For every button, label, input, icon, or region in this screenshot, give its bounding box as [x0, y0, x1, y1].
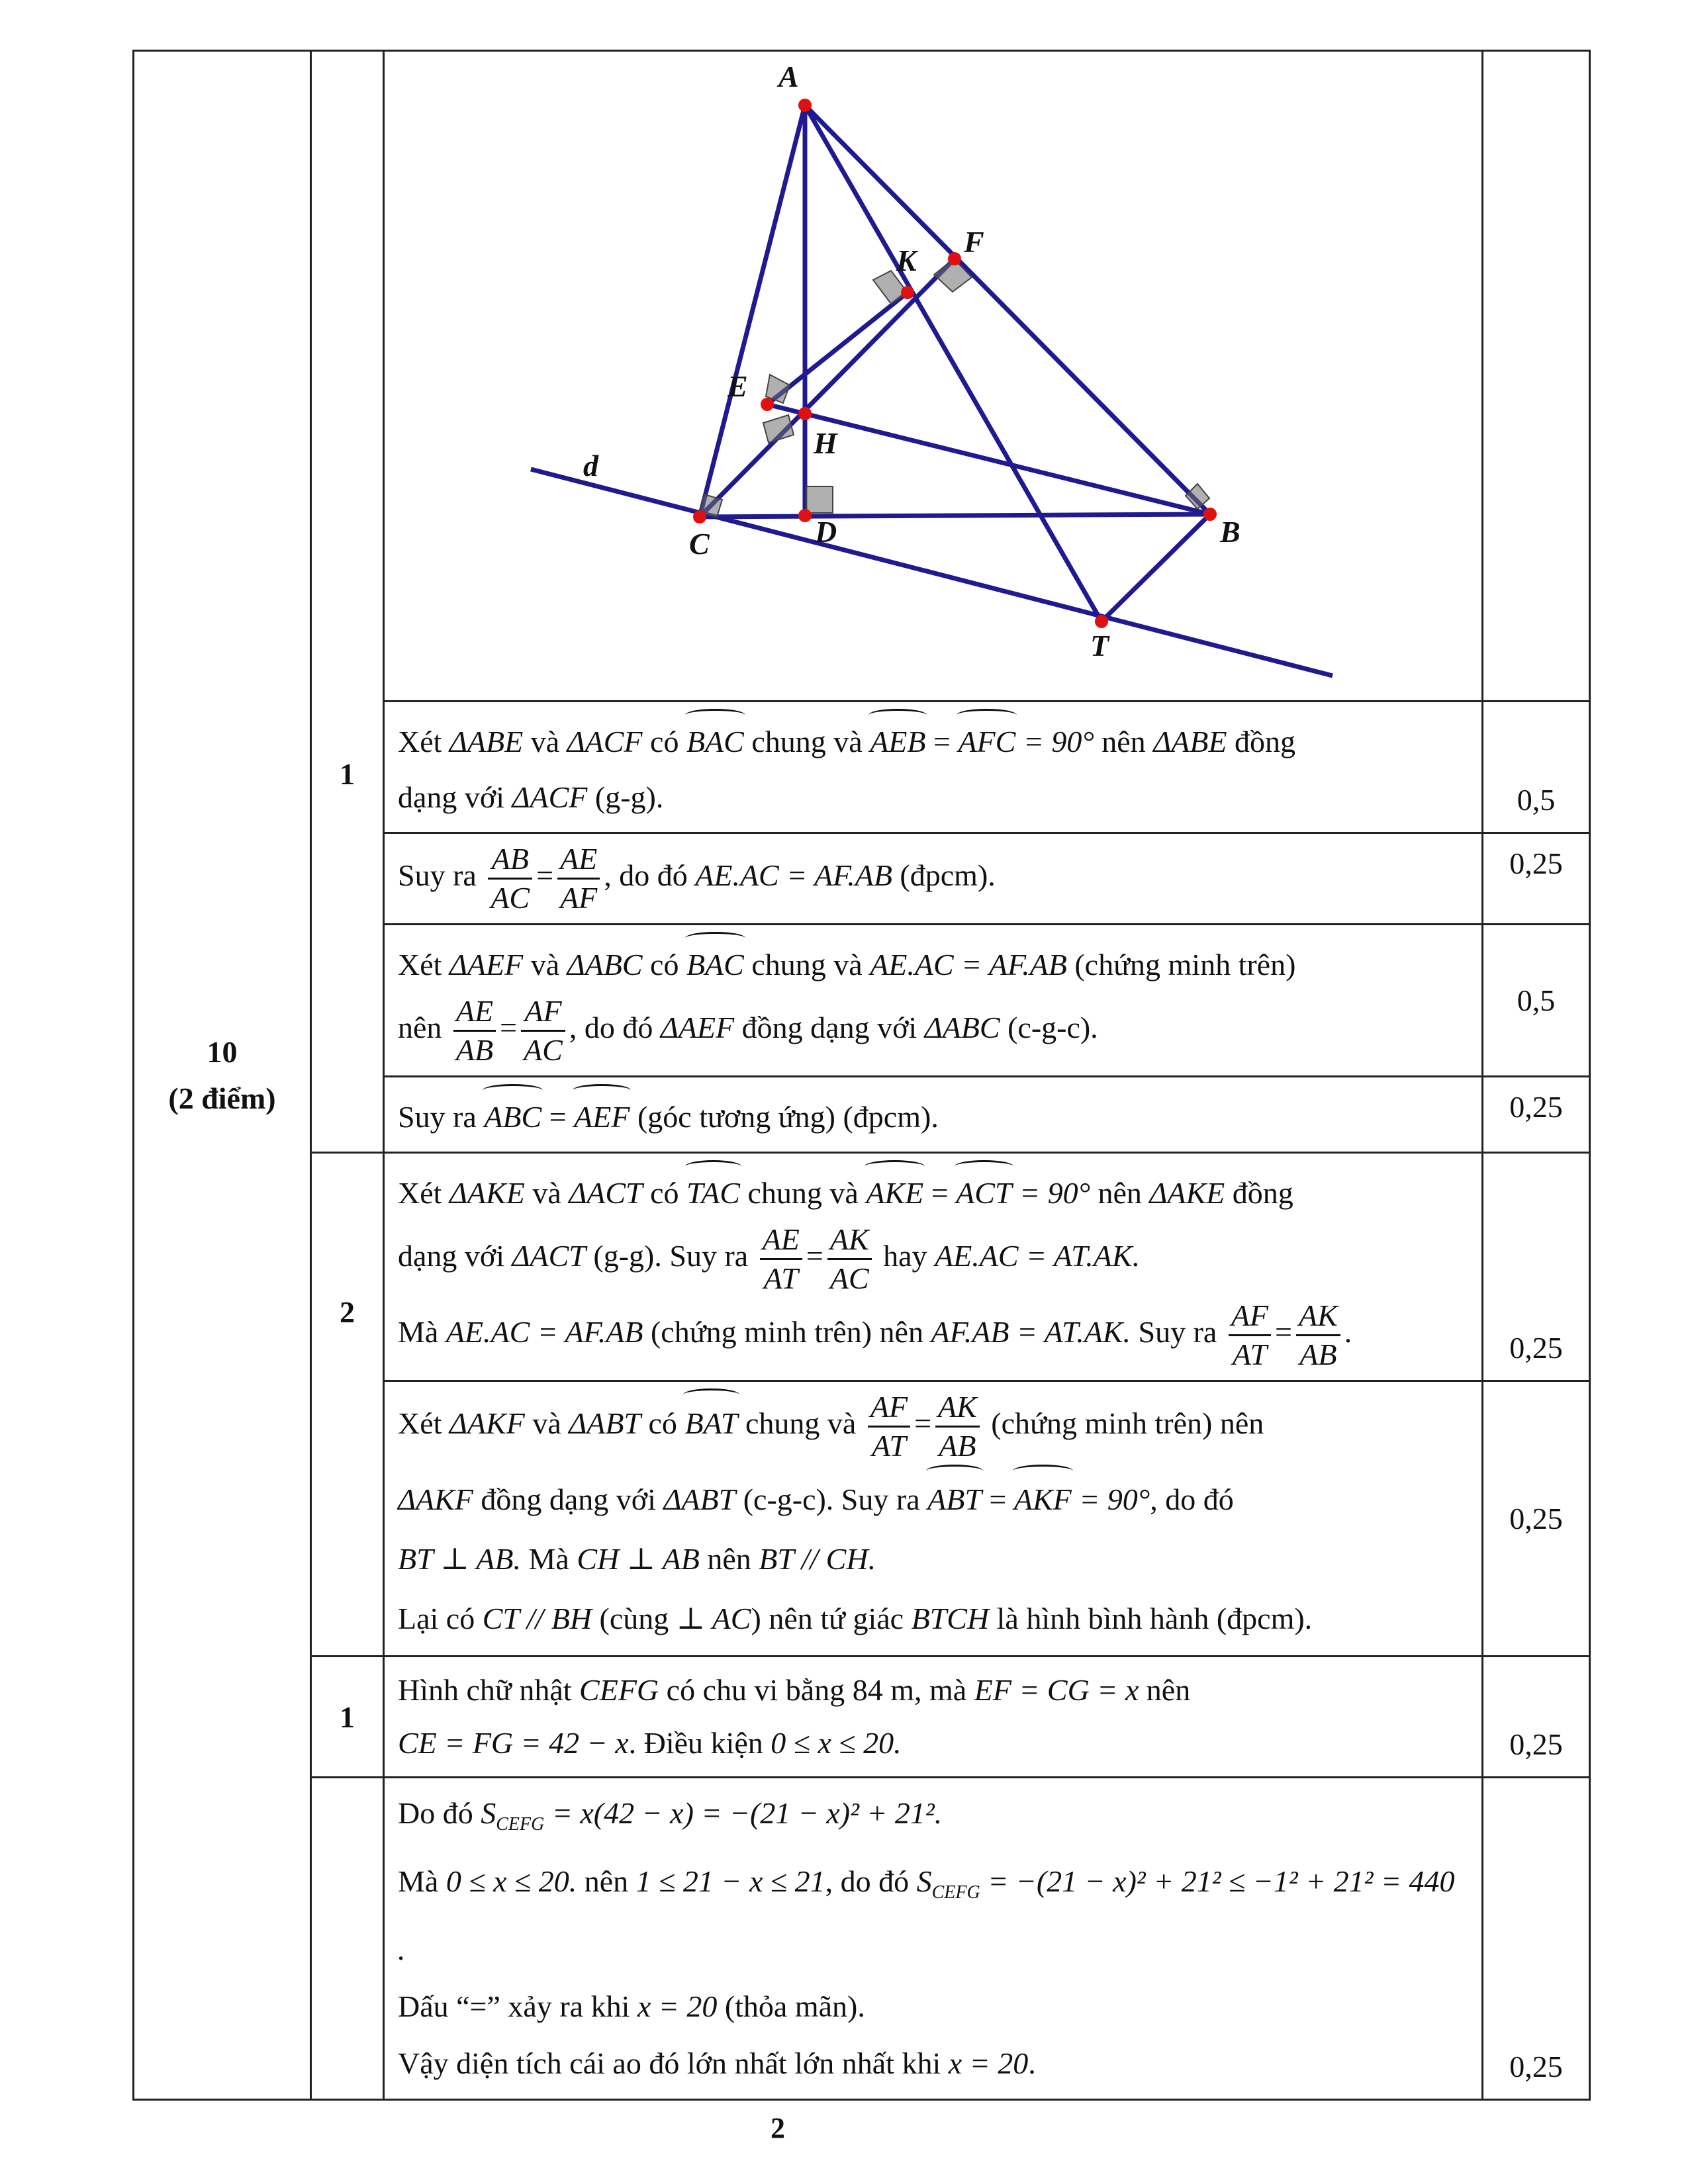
geometry-figure — [385, 52, 1479, 700]
math: ΔAKF — [398, 1482, 473, 1516]
text: có — [642, 1176, 687, 1210]
text: (góc tương ứng) (đpcm). — [630, 1100, 939, 1134]
angle: ABC — [484, 1084, 541, 1145]
angle: TAC — [686, 1160, 740, 1221]
point-K — [901, 286, 914, 299]
text: đồng — [1227, 725, 1295, 758]
text: , do đó — [604, 858, 696, 893]
text: có — [641, 1406, 685, 1441]
math: 1 ≤ 21 − x ≤ 21 — [635, 1864, 825, 1899]
math: ΔACF — [567, 725, 643, 758]
point-T — [1095, 615, 1108, 628]
segment-AB — [805, 105, 1210, 514]
math: ΔABT — [569, 1406, 641, 1441]
fraction: $\frac{AF}{AT}$ — [868, 1388, 910, 1465]
text: Suy ra — [398, 1100, 485, 1134]
text: hay — [875, 1239, 935, 1273]
math: AE.AC = AF.AB — [870, 948, 1067, 981]
question-points: (2 điểm) — [168, 1081, 276, 1115]
text: (chứng minh trên) nên — [643, 1315, 931, 1349]
part1-row3-content — [384, 925, 1483, 1077]
next-row1 — [134, 1657, 1590, 1778]
point-H — [798, 407, 812, 420]
text: (chứng minh trên) nên — [983, 1406, 1264, 1441]
page-number: 2 — [771, 2112, 785, 2144]
math: = x(42 − x) = −(21 − x)² + 21². — [544, 1796, 943, 1830]
right-angle-E-lower — [763, 415, 794, 443]
text: = — [925, 725, 959, 758]
text: nên — [1094, 725, 1154, 758]
fraction: $\frac{AK}{AB}$ — [935, 1388, 980, 1465]
math: AE.AC = AT.AK. — [935, 1239, 1141, 1273]
fraction: $\frac{AE}{AF}$ — [557, 841, 600, 917]
math: ΔAKE — [1149, 1176, 1225, 1210]
label-C: C — [689, 527, 710, 561]
math: x = 20 — [637, 1989, 718, 2024]
point-B — [1203, 508, 1217, 521]
text: , do đó — [569, 1011, 661, 1045]
angle: ACT — [956, 1160, 1011, 1221]
math: CE = FG = 42 − x — [398, 1726, 629, 1760]
equals: = — [1275, 1315, 1292, 1349]
part2-label: 2 — [340, 1295, 355, 1329]
text: chung và — [743, 948, 870, 981]
next-label-cell — [311, 1657, 384, 1778]
math: AF.AB = AT.AK. — [931, 1315, 1131, 1349]
angle: AEB — [870, 709, 925, 770]
fraction: $\frac{AK}{AB}$ — [1296, 1297, 1340, 1373]
text: Xét — [398, 1176, 449, 1210]
text: , do đó — [825, 1864, 917, 1899]
text: đồng — [1225, 1176, 1293, 1210]
angle: AFC — [958, 709, 1015, 770]
text: . — [1028, 2046, 1036, 2081]
math: ΔACT — [569, 1176, 643, 1210]
score-cell: 0,25 — [1483, 1778, 1590, 2100]
text: dạng với — [398, 780, 512, 814]
text: Dấu “=” xảy ra khi — [398, 1989, 637, 2024]
text: Do đó — [398, 1796, 481, 1830]
text: (c-g-c). — [1000, 1011, 1098, 1045]
fraction: $\frac{AF}{AT}$ — [1229, 1297, 1271, 1373]
text: Lại có — [398, 1602, 483, 1635]
angle: ABT — [927, 1465, 982, 1529]
point-F — [948, 252, 961, 265]
fraction: $\frac{AF}{AC}$ — [521, 993, 565, 1069]
angle: AKF — [1014, 1465, 1072, 1529]
label-d: d — [583, 449, 598, 482]
math: ΔABE — [449, 725, 524, 758]
point-D — [798, 509, 812, 522]
text: là hình bình hành (đpcm). — [989, 1602, 1313, 1635]
math: CH ⊥ AB — [577, 1542, 700, 1576]
text: Hình chữ nhật — [398, 1673, 580, 1707]
label-T: T — [1090, 629, 1109, 662]
fraction: $\frac{AK}{AC}$ — [827, 1221, 872, 1297]
figure-row — [134, 51, 1590, 702]
text: có — [642, 948, 686, 981]
next-row2 — [134, 1778, 1590, 2100]
label-K: K — [896, 244, 917, 277]
segment-BT — [1102, 514, 1210, 621]
text: ) nên tứ giác — [751, 1602, 912, 1635]
math: ΔABC — [567, 948, 643, 981]
equals: = — [914, 1406, 932, 1441]
text: nên — [1139, 1673, 1191, 1707]
next-empty-cell — [311, 1778, 384, 2100]
text: đồng dạng với — [473, 1482, 664, 1516]
math: ΔABC — [924, 1011, 1000, 1045]
score-cell: 0,25 — [1483, 1657, 1590, 1778]
text: chung và — [739, 1176, 867, 1210]
text: dạng với — [398, 1239, 512, 1273]
score-cell: 0,25 — [1483, 833, 1590, 925]
text: (g-g). Suy ra — [585, 1239, 756, 1273]
question-cell — [134, 51, 311, 2100]
point-E — [761, 398, 774, 411]
text: 84 m, — [852, 1673, 922, 1707]
right-angle-markers — [700, 259, 1209, 517]
score-cell: 0,5 — [1483, 702, 1590, 833]
equals: = — [536, 858, 554, 893]
part1-row2-content — [384, 833, 1483, 925]
math: = 90° — [1015, 725, 1094, 758]
figure-labels — [583, 60, 1241, 662]
text: Mà — [398, 1315, 446, 1349]
fraction: $\frac{AE}{AT}$ — [760, 1221, 802, 1297]
text: Xét — [398, 725, 449, 758]
math: CT // BH — [482, 1602, 592, 1635]
figure-cell — [384, 51, 1483, 702]
math: 0 ≤ x ≤ 20. — [771, 1726, 902, 1760]
math: ΔAKE — [449, 1176, 525, 1210]
text: và — [523, 725, 567, 758]
math: 0 ≤ x ≤ 20. — [445, 1864, 577, 1899]
equals: = — [500, 1011, 518, 1045]
part2-label-cell — [311, 1153, 384, 1657]
math: S — [916, 1864, 932, 1899]
fraction: $\frac{AB}{AC}$ — [488, 841, 532, 917]
math: = 90° — [1011, 1176, 1090, 1210]
next-label: 1 — [340, 1700, 355, 1734]
math: ⊥ AC — [676, 1602, 751, 1635]
label-A: A — [778, 60, 799, 93]
point-C — [693, 510, 706, 523]
label-B: B — [1220, 515, 1241, 549]
text: nên — [398, 1011, 449, 1045]
score-cell: 0,25 — [1483, 1077, 1590, 1153]
equals: = — [806, 1239, 823, 1273]
math: CEFG — [579, 1673, 659, 1707]
math: ΔAEF — [449, 948, 524, 981]
part2-row1 — [134, 1153, 1590, 1381]
text: nên — [699, 1542, 759, 1576]
text: . Điều kiện — [628, 1726, 771, 1760]
text: có chu vi bằng — [659, 1673, 853, 1707]
math: ΔABE — [1153, 725, 1227, 758]
label-F: F — [964, 225, 984, 259]
figure-score-cell — [1483, 51, 1590, 702]
right-angle-B — [1186, 484, 1209, 509]
text: và — [523, 948, 567, 981]
angle: AKE — [866, 1160, 923, 1221]
next-row2-content — [384, 1778, 1483, 2100]
part1-row4-content — [384, 1077, 1483, 1153]
angle: BAC — [686, 709, 744, 770]
score-cell: 0,5 — [1483, 925, 1590, 1077]
text: (đpcm). — [892, 858, 996, 893]
angle: AEF — [574, 1084, 630, 1145]
text: chung và — [743, 725, 870, 758]
text: (cùng — [592, 1602, 677, 1635]
math: = −(21 − x)² + 21² ≤ −1² + 21² = 440 . — [398, 1864, 1455, 1967]
part1-label: 1 — [340, 756, 355, 791]
math: BT // CH. — [759, 1542, 876, 1576]
label-E: E — [727, 369, 748, 403]
text: nên — [577, 1864, 636, 1899]
text: Mà — [398, 1864, 446, 1899]
part1-label-cell — [311, 51, 384, 1153]
text: Xét — [398, 948, 449, 981]
text: mà — [921, 1673, 974, 1707]
part1-row1-content — [384, 702, 1483, 833]
math: AE.AC = AF.AB — [445, 1315, 643, 1349]
question-number: 10 — [207, 1034, 238, 1069]
segment-AC — [700, 105, 805, 517]
math: AE.AC = AF.AB — [695, 858, 892, 893]
math: BTCH — [911, 1602, 990, 1635]
math: ΔAKF — [449, 1406, 525, 1441]
text: Xét — [398, 1406, 449, 1441]
text: Mà — [520, 1542, 577, 1576]
math: x = 20 — [948, 2046, 1029, 2081]
math: S — [481, 1796, 496, 1830]
math: ΔACT — [512, 1239, 586, 1273]
figure-lines — [531, 105, 1333, 676]
text: , do đó — [1150, 1482, 1234, 1516]
angle: BAC — [686, 932, 744, 993]
part2-row1-content — [384, 1153, 1483, 1381]
text: Suy ra — [398, 858, 485, 893]
angle: BAT — [684, 1388, 737, 1453]
text: = — [541, 1100, 575, 1134]
text: nên — [1090, 1176, 1150, 1210]
text: chung và — [737, 1406, 864, 1441]
label-H: H — [814, 426, 837, 460]
part2-row2-content — [384, 1381, 1483, 1657]
text: Vậy diện tích cái ao đó lớn nhất lớn nhất khi — [398, 2046, 949, 2081]
score-cell: 0,25 — [1483, 1381, 1590, 1657]
text: (chứng minh trên) — [1066, 948, 1296, 981]
text: đồng dạng với — [734, 1011, 925, 1045]
text: = — [981, 1482, 1014, 1516]
math: ΔABT — [663, 1482, 736, 1516]
score-cell: 0,25 — [1483, 1153, 1590, 1381]
math: EF = CG = x — [974, 1673, 1139, 1707]
text: và — [524, 1176, 569, 1210]
text: và — [524, 1406, 569, 1441]
line-d — [531, 469, 1333, 676]
math: ΔACF — [512, 780, 588, 814]
text: (g-g). — [587, 780, 664, 814]
segment-CB — [700, 514, 1210, 517]
label-D: D — [815, 515, 837, 549]
point-A — [798, 99, 812, 112]
next-row1-content — [384, 1657, 1483, 1778]
math: = 90° — [1071, 1482, 1150, 1516]
text: (thỏa mãn). — [717, 1989, 865, 2024]
right-angle-D — [806, 486, 833, 513]
text: (c-g-c). Suy ra — [735, 1482, 928, 1516]
math-subscript: CEFG — [931, 1882, 980, 1903]
math: BT ⊥ AB. — [398, 1542, 521, 1576]
text: có — [642, 725, 686, 758]
math: ΔAEF — [660, 1011, 735, 1045]
text: . — [1344, 1315, 1352, 1349]
math-subscript: CEFG — [496, 1814, 545, 1835]
solution-table — [132, 50, 1591, 2101]
fraction: $\frac{AE}{AB}$ — [453, 993, 496, 1069]
text: = — [923, 1176, 957, 1210]
text: Suy ra — [1130, 1315, 1225, 1349]
